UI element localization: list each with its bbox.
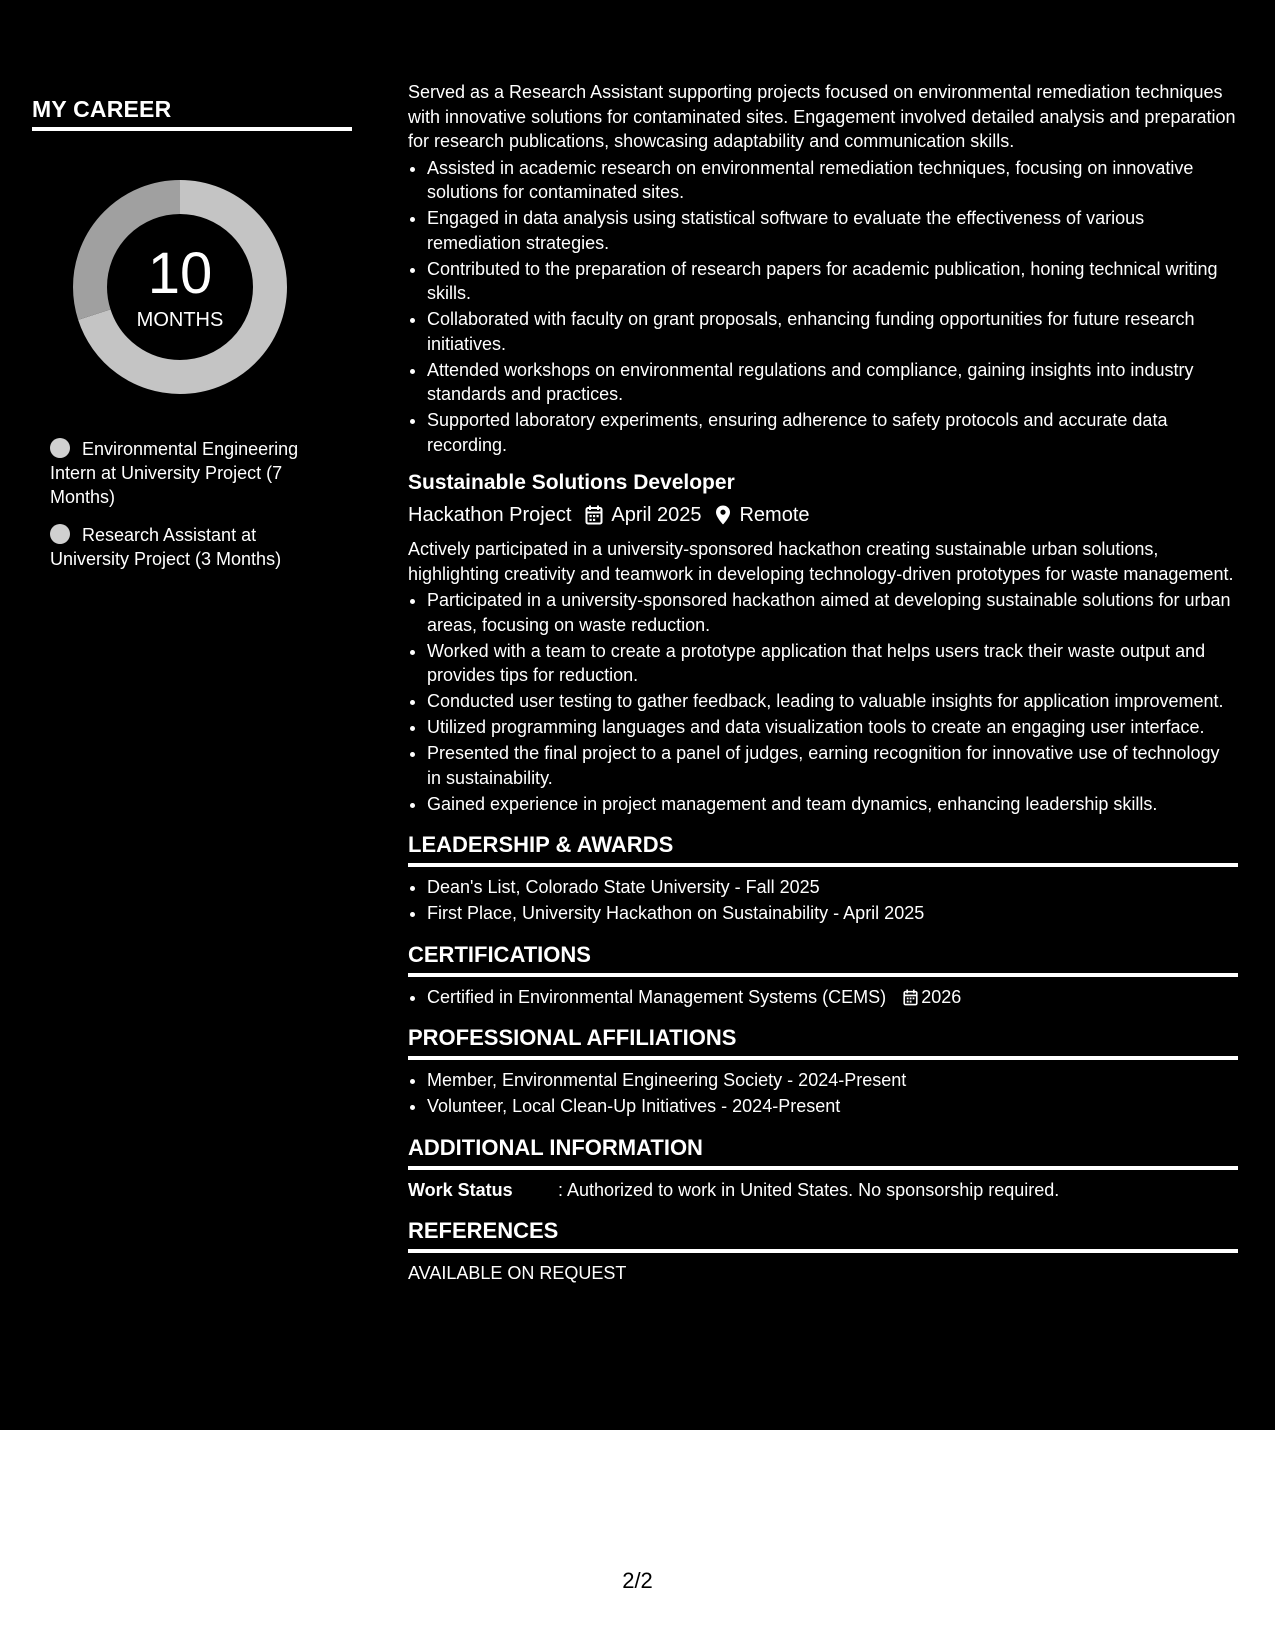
certification-item [427,985,1238,1010]
job-bullet: • Collaborated with faculty on grant proposals, enhancing funding opportunities for future research initiatives. [427,307,1238,356]
legend-dot-icon [50,524,70,544]
affiliation-item: • Volunteer, Local Clean-Up Initiatives - 2024-Present [427,1094,1238,1119]
affiliation-item: • Member, Environmental Engineering Society - 2024-Present [427,1068,1238,1093]
job-bullet: • Presented the final project to a panel of judges, earning recognition for innovative use of technology in sustainability. [427,741,1238,790]
job-summary: Served as a Research Assistant supporting projects focused on environmental remediation techniques with innovative solutions for contaminated sites. Engagement involved detailed analysis and preparation for research publications, showcasing adaptability and communication skills. [408,82,1236,151]
affiliations-list [408,1068,1238,1119]
career-heading: MY CAREER [32,96,352,131]
job-bullet: • Engaged in data analysis using statistical software to evaluate the effectiveness of various remediation strategies. [427,206,1238,255]
career-legend [50,437,320,571]
section-heading-additional: ADDITIONAL INFORMATION [408,1135,1238,1170]
job-title: Sustainable Solutions Developer [408,471,735,494]
job-date: April 2025 [611,504,702,526]
work-status-value: : Authorized to work in United States. No sponsorship required. [558,1179,1060,1200]
certification-date-wrap [903,987,961,1007]
career-legend-label: Environmental Engineering Intern at University Project (7 Months) [50,439,299,507]
job-bullet: • Conducted user testing to gather feedback, leading to valuable insights for application improvement. [427,689,1238,714]
calendar-icon [903,989,918,1006]
career-donut-chart [66,173,294,401]
job-bullet: • Attended workshops on environmental regulations and compliance, gaining insights into industry standards and practices. [427,358,1238,407]
certifications-list [408,985,1238,1010]
location-pin-icon [715,505,731,525]
job-bullet: • Gained experience in project management and team dynamics, enhancing leadership skills. [427,792,1238,817]
section-heading-certifications: CERTIFICATIONS [408,942,1238,977]
section-heading-references: REFERENCES [408,1218,1238,1253]
section-heading-leadership: LEADERSHIP & AWARDS [408,832,1238,867]
section-heading-affiliations: PROFESSIONAL AFFILIATIONS [408,1025,1238,1060]
career-total-value: 10 [147,241,213,306]
legend-dot-icon [50,438,70,458]
career-legend-item [50,437,320,509]
job-bullets [408,156,1238,458]
leadership-item: • Dean's List, Colorado State University - Fall 2025 [427,875,1238,900]
job-bullets [408,588,1238,816]
certification-name: Certified in Environmental Management Systems (CEMS) [427,986,887,1007]
job-bullet: • Participated in a university-sponsored hackathon aimed at developing sustainable solutions for urban areas, focusing on waste reduction. [427,588,1238,637]
leadership-list [408,875,1238,926]
job-bullet: • Contributed to the preparation of research papers for academic publication, honing technical writing skills. [427,257,1238,306]
career-legend-label: Research Assistant at University Project (3 Months) [50,525,282,569]
leadership-item: • First Place, University Hackathon on Sustainability - April 2025 [427,901,1238,926]
work-status-row [408,1178,1238,1203]
job-bullet: • Supported laboratory experiments, ensuring adherence to safety protocols and accurate data recording. [427,408,1238,457]
job-summary: Actively participated in a university-sponsored hackathon creating sustainable urban solutions, highlighting creativity and teamwork in developing technology-driven prototypes for waste management. [408,539,1234,584]
job-bullet: • Utilized programming languages and data visualization tools to create an engaging user interface. [427,715,1238,740]
career-total-unit: MONTHS [136,309,224,331]
right-column [408,80,1238,1286]
page-number: 2/2 [622,1568,653,1593]
job-meta [408,501,1238,529]
job-company: Hackathon Project [408,504,572,526]
calendar-icon [585,505,603,525]
job-bullet: • Assisted in academic research on environmental remediation techniques, focusing on innovative solutions for contaminated sites. [427,156,1238,205]
certification-date: 2026 [921,986,962,1007]
job-location: Remote [739,504,810,526]
references-text: AVAILABLE ON REQUEST [408,1263,627,1283]
left-column [32,96,352,585]
work-status-label: Work Status [408,1179,513,1200]
job-bullet: • Worked with a team to create a prototype application that helps users track their waste output and provides tips for reduction. [427,639,1238,688]
career-legend-item [50,523,320,571]
